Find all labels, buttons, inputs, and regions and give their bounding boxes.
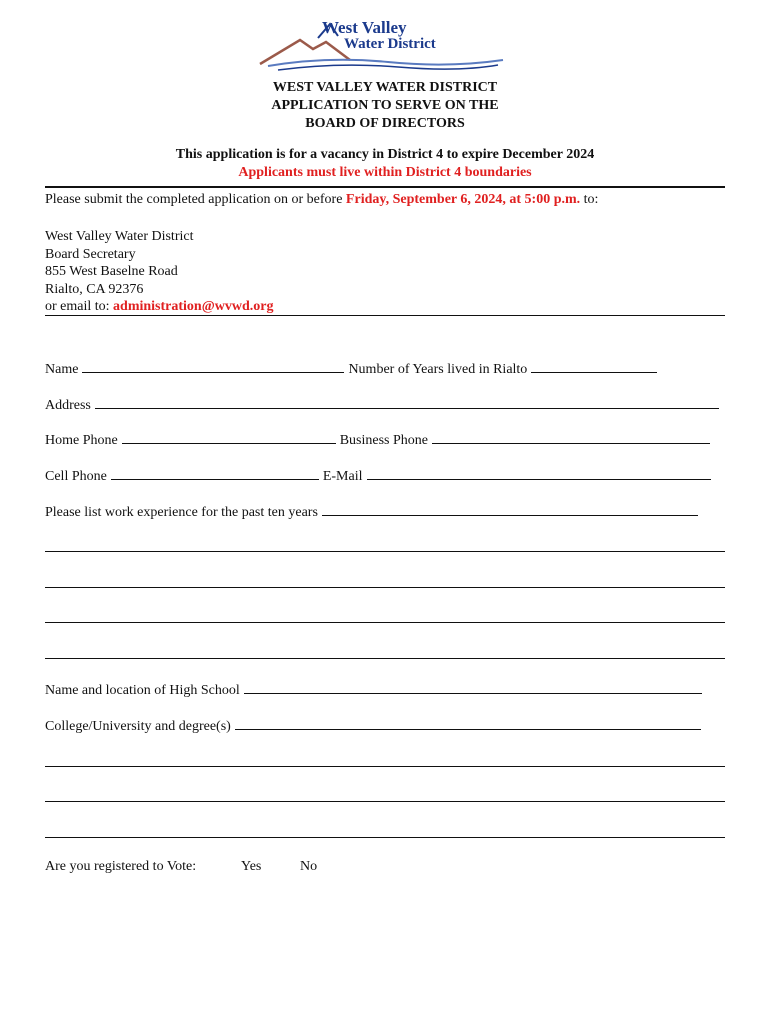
high-school-field[interactable]: [244, 681, 702, 694]
work-row: [45, 503, 698, 521]
submit-prefix: Please submit the completed application on or before: [45, 192, 343, 207]
address-divider: [45, 315, 725, 316]
mailing-address: [45, 228, 273, 316]
college-line-2[interactable]: [45, 801, 725, 802]
years-field[interactable]: [531, 360, 657, 373]
address-label: Address: [45, 398, 91, 413]
high-school-row: [45, 681, 702, 699]
high-school-label: Name and location of High School: [45, 683, 240, 698]
logo-text-line2: Water District: [344, 36, 436, 52]
name-label: Name: [45, 362, 79, 377]
work-line-3[interactable]: [45, 622, 725, 623]
name-row: [45, 360, 657, 378]
logo-text-line1: West Valley: [322, 18, 407, 37]
cell-phone-label: Cell Phone: [45, 469, 107, 484]
submit-deadline: Friday, September 6, 2024, at 5:00 p.m.: [345, 192, 581, 207]
title-line-2: APPLICATION TO SERVE ON THE: [271, 98, 499, 113]
work-label: Please list work experience for the past ten years: [45, 505, 318, 520]
email-field[interactable]: [367, 467, 711, 480]
address-field[interactable]: [95, 396, 719, 409]
address-line-4: Rialto, CA 92376: [45, 281, 144, 297]
business-phone-field[interactable]: [432, 431, 710, 444]
submit-suffix: to:: [583, 192, 599, 207]
address-row: [45, 396, 719, 414]
vacancy-notice: This application is for a vacancy in District 4 to expire December 2024: [175, 147, 595, 162]
business-phone-label: Business Phone: [339, 433, 429, 448]
vote-label: Are you registered to Vote:: [45, 859, 197, 874]
cell-phone-field[interactable]: [111, 467, 319, 480]
college-label: College/University and degree(s): [45, 719, 231, 734]
district-logo: [258, 16, 508, 74]
home-phone-label: Home Phone: [45, 433, 118, 448]
address-line-3: 855 West Baselne Road: [45, 264, 178, 279]
home-phone-field[interactable]: [122, 431, 336, 444]
college-field[interactable]: [235, 717, 701, 730]
email-label: E-Mail: [322, 469, 363, 484]
work-field[interactable]: [322, 503, 698, 516]
work-line-2[interactable]: [45, 587, 725, 588]
vote-yes-option[interactable]: Yes: [241, 859, 262, 874]
name-field[interactable]: [82, 360, 344, 373]
title-line-3: BOARD OF DIRECTORS: [305, 116, 465, 131]
work-line-4[interactable]: [45, 658, 725, 659]
college-row: [45, 717, 701, 735]
email-prefix: or email to:: [45, 299, 110, 314]
email-line: [45, 298, 273, 316]
boundary-notice: Applicants must live within District 4 boundaries: [238, 165, 532, 180]
submit-instructions: [45, 192, 598, 208]
college-line-3[interactable]: [45, 837, 725, 838]
email-link[interactable]: administration@wvwd.org: [113, 299, 274, 314]
vote-no-option[interactable]: No: [300, 859, 318, 874]
address-line-2: Board Secretary: [45, 246, 136, 262]
header-divider: [45, 186, 725, 188]
phone-row: [45, 431, 710, 449]
years-label: Number of Years lived in Rialto: [348, 362, 528, 377]
cell-email-row: [45, 467, 711, 485]
address-line-1: West Valley Water District: [45, 229, 194, 244]
title-line-1: WEST VALLEY WATER DISTRICT: [272, 80, 498, 95]
work-line-1[interactable]: [45, 551, 725, 552]
college-line-1[interactable]: [45, 766, 725, 767]
